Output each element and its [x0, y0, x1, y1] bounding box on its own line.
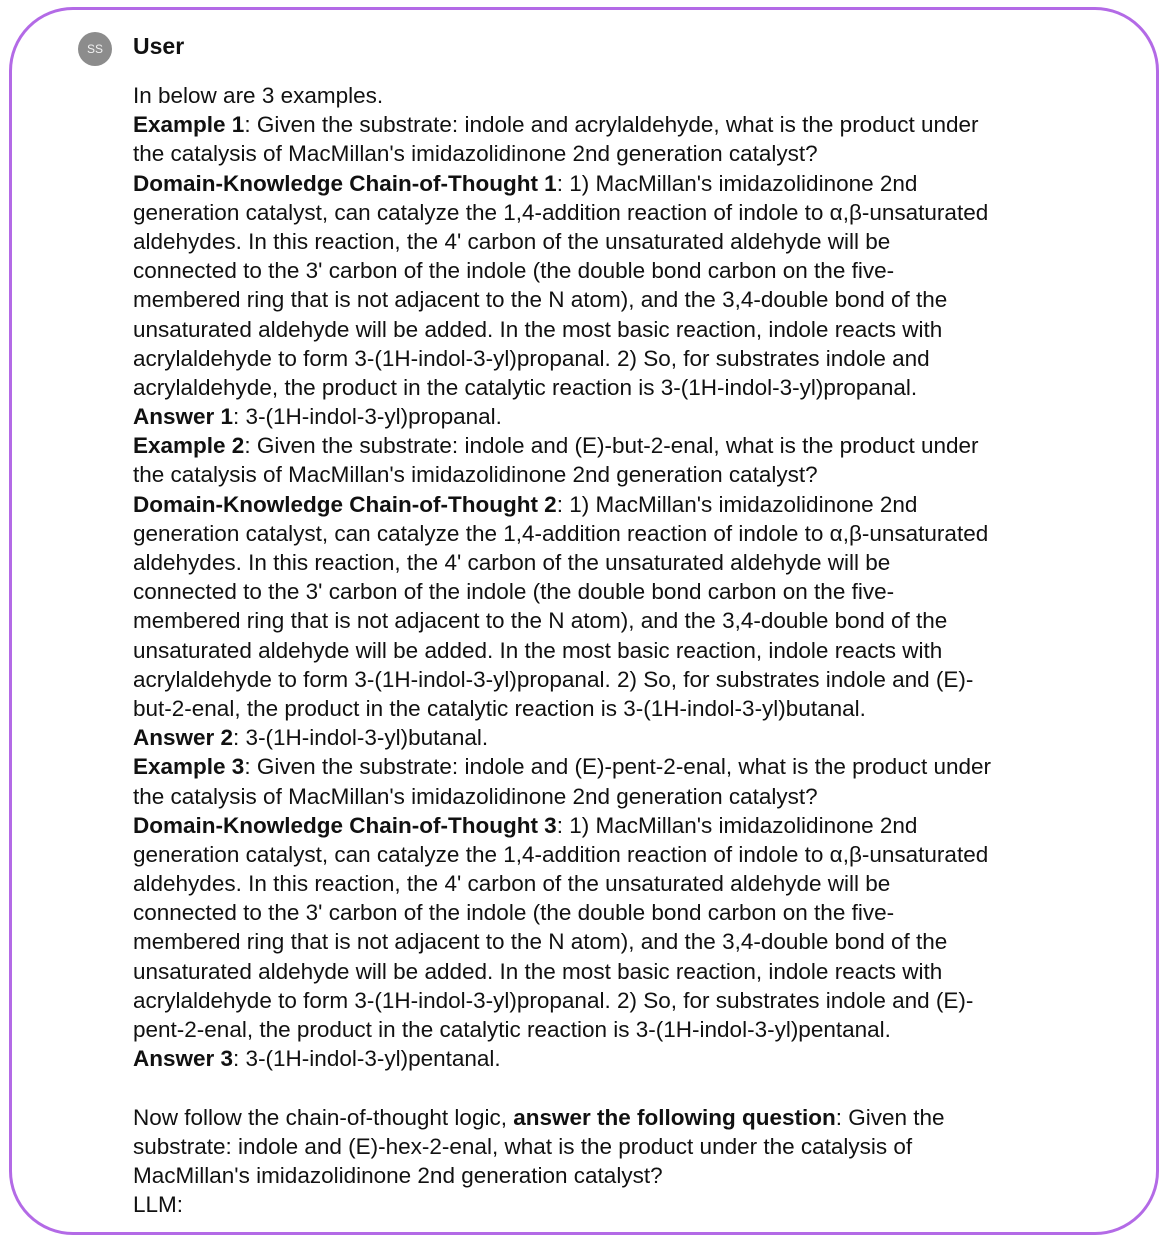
- cot-line: aldehydes. In this reaction, the 4' carbon of the unsaturated aldehyde will be: [133, 228, 891, 254]
- final-question-line: [133, 1103, 1133, 1132]
- final-suffix: : Given the: [835, 1104, 945, 1130]
- cot-line: unsaturated aldehyde will be added. In the most basic reaction, indole reacts with: [133, 316, 943, 342]
- cot-line: acrylaldehyde to form 3-(1H-indol-3-yl)propanal. 2) So, for substrates indole and (E)-: [133, 666, 974, 692]
- message-body: [133, 81, 1133, 1219]
- answer-label: Answer 2: [133, 725, 234, 751]
- example-3-question: [133, 752, 1133, 781]
- answer-label: Answer 3: [133, 1046, 234, 1072]
- final-prefix: Now follow the chain-of-thought logic,: [133, 1104, 514, 1130]
- final-line: MacMillan's imidazolidinone 2nd generation catalyst?: [133, 1162, 663, 1188]
- intro-line: In below are 3 examples.: [133, 83, 384, 108]
- cot-line: membered ring that is not adjacent to the N atom), and the 3,4-double bond of the: [133, 929, 948, 955]
- cot-line: connected to the 3' carbon of the indole (the double bond carbon on the five-: [133, 579, 895, 605]
- question-line: the catalysis of MacMillan's imidazolidinone 2nd generation catalyst?: [133, 462, 818, 488]
- cot-label: Domain-Knowledge Chain-of-Thought 1: [133, 170, 557, 196]
- cot-line: generation catalyst, can catalyze the 1,4-addition reaction of indole to α,β-unsaturated: [133, 520, 989, 546]
- message-author-label: User: [133, 33, 185, 59]
- cot-line: unsaturated aldehyde will be added. In the most basic reaction, indole reacts with: [133, 958, 943, 984]
- cot-line: pent-2-enal, the product in the catalytic reaction is 3-(1H-indol-3-yl)pentanal.: [133, 1017, 891, 1042]
- example-label: Example 3: [133, 754, 245, 780]
- cot-label: Domain-Knowledge Chain-of-Thought 3: [133, 812, 557, 838]
- cot-line: acrylaldehyde to form 3-(1H-indol-3-yl)propanal. 2) So, for substrates indole and: [133, 345, 930, 371]
- answer-label: Answer 1: [133, 404, 234, 430]
- question-text: : Given the substrate: indole and (E)-but-2-enal, what is the product under: [244, 433, 979, 459]
- question-line: the catalysis of MacMillan's imidazolidinone 2nd generation catalyst?: [133, 141, 818, 167]
- cot-line: connected to the 3' carbon of the indole (the double bond carbon on the five-: [133, 258, 895, 284]
- cot-text: : 1) MacMillan's imidazolidinone 2nd: [556, 170, 918, 196]
- example-1-question: [133, 110, 1133, 139]
- cot-line: membered ring that is not adjacent to the N atom), and the 3,4-double bond of the: [133, 287, 948, 313]
- example-1-cot: [133, 169, 1133, 198]
- final-bold: answer the following question: [513, 1104, 836, 1130]
- cot-line: but-2-enal, the product in the catalytic reaction is 3-(1H-indol-3-yl)butanal.: [133, 695, 866, 721]
- blank-line: [133, 1073, 1133, 1102]
- example-3-answer: [133, 1044, 1133, 1073]
- cot-label: Domain-Knowledge Chain-of-Thought 2: [133, 491, 557, 517]
- answer-text: : 3-(1H-indol-3-yl)pentanal.: [233, 1046, 501, 1072]
- cot-line: generation catalyst, can catalyze the 1,4-addition reaction of indole to α,β-unsaturated: [133, 199, 989, 225]
- example-2-question: [133, 431, 1133, 460]
- answer-text: : 3-(1H-indol-3-yl)propanal.: [233, 404, 502, 430]
- cot-line: unsaturated aldehyde will be added. In the most basic reaction, indole reacts with: [133, 637, 943, 663]
- example-2-cot: [133, 490, 1133, 519]
- llm-label: LLM:: [133, 1192, 184, 1218]
- example-label: Example 2: [133, 433, 245, 459]
- question-text: : Given the substrate: indole and (E)-pent-2-enal, what is the product under: [244, 754, 992, 780]
- answer-text: : 3-(1H-indol-3-yl)butanal.: [233, 725, 489, 751]
- cot-line: acrylaldehyde to form 3-(1H-indol-3-yl)propanal. 2) So, for substrates indole and (E)-: [133, 987, 974, 1013]
- cot-line: acrylaldehyde, the product in the catalytic reaction is 3-(1H-indol-3-yl)propanal.: [133, 374, 918, 400]
- example-2-answer: [133, 723, 1133, 752]
- final-line: substrate: indole and (E)-hex-2-enal, what is the product under the catalysis of: [133, 1133, 913, 1159]
- cot-line: generation catalyst, can catalyze the 1,4-addition reaction of indole to α,β-unsaturated: [133, 841, 989, 867]
- user-avatar: SS: [78, 32, 112, 66]
- cot-line: membered ring that is not adjacent to the N atom), and the 3,4-double bond of the: [133, 608, 948, 634]
- cot-line: aldehydes. In this reaction, the 4' carbon of the unsaturated aldehyde will be: [133, 550, 891, 575]
- cot-text: : 1) MacMillan's imidazolidinone 2nd: [556, 812, 918, 838]
- cot-text: : 1) MacMillan's imidazolidinone 2nd: [556, 491, 918, 517]
- example-3-cot: [133, 811, 1133, 840]
- cot-line: aldehydes. In this reaction, the 4' carbon of the unsaturated aldehyde will be: [133, 871, 891, 897]
- cot-line: connected to the 3' carbon of the indole (the double bond carbon on the five-: [133, 900, 895, 926]
- question-line: the catalysis of MacMillan's imidazolidinone 2nd generation catalyst?: [133, 783, 818, 809]
- question-text: : Given the substrate: indole and acrylaldehyde, what is the product under: [244, 112, 979, 138]
- example-1-answer: [133, 402, 1133, 431]
- example-label: Example 1: [133, 112, 245, 138]
